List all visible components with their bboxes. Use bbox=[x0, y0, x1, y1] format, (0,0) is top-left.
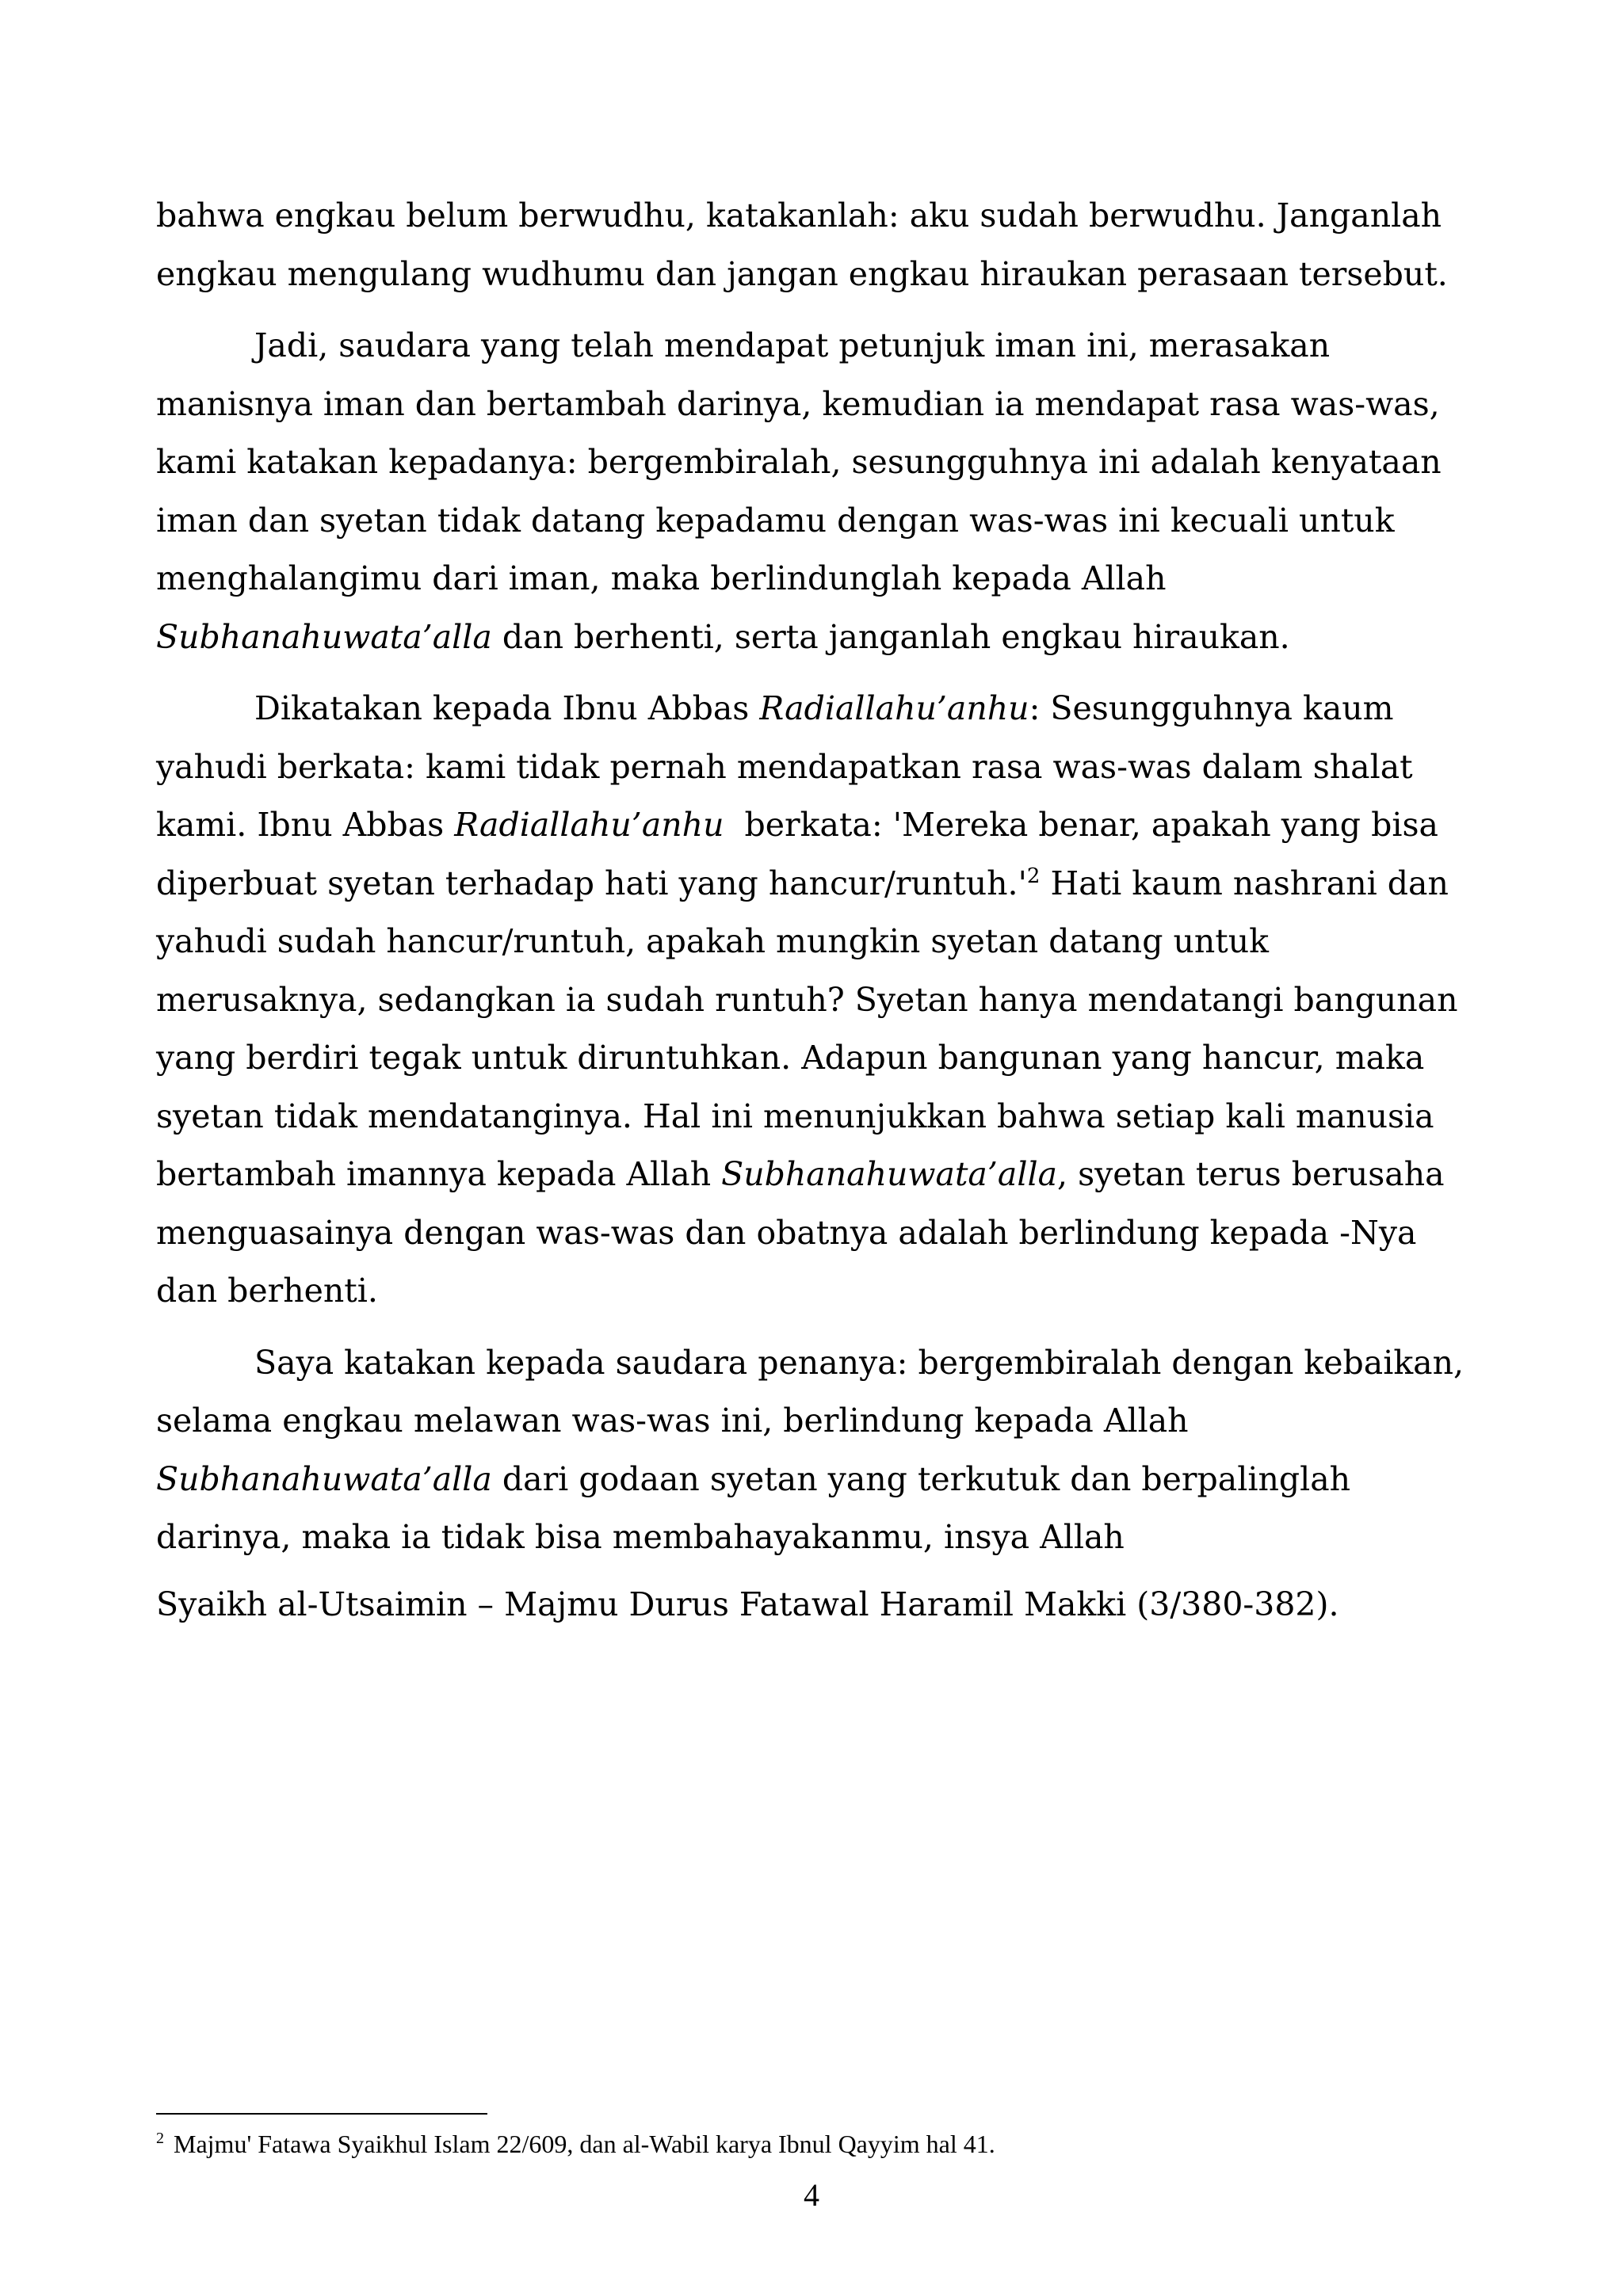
text-run: : Sesungguhnya kaum bbox=[1029, 689, 1394, 727]
text-run: Hati kaum nashrani dan bbox=[1040, 864, 1449, 902]
italic-term: Subhanahuwata’alla bbox=[156, 617, 492, 656]
footnote-mark: 2 bbox=[156, 2130, 164, 2147]
footnote-text: Majmu' Fatawa Syaikhul Islam 22/609, dan al-Wabil karya Ibnul Qayyim hal 41. bbox=[174, 2130, 995, 2158]
footnote-reference[interactable]: 2 bbox=[1026, 864, 1041, 888]
text-run: diperbuat syetan terhadap hati yang hancur/runtuh.' bbox=[156, 864, 1027, 902]
text-line: kami katakan kepadanya: bergembiralah, sesungguhnya ini adalah kenyataan bbox=[156, 443, 1442, 481]
text-line: menghalangimu dari iman, maka berlindunglah kepada Allah bbox=[156, 559, 1167, 597]
italic-term: Subhanahuwata’alla bbox=[721, 1155, 1058, 1193]
text-line: Jadi, saudara yang telah mendapat petunjuk iman ini, merasakan bbox=[254, 326, 1331, 364]
text-line: bahwa engkau belum berwudhu, katakanlah: aku sudah berwudhu. Janganlah bbox=[156, 196, 1442, 235]
text-line: darinya, maka ia tidak bisa membahayakanmu, insya Allah bbox=[156, 1518, 1125, 1556]
source-citation bbox=[156, 1576, 1472, 1634]
text-line: dan berhenti. bbox=[156, 1272, 378, 1310]
text-run: kami. Ibnu Abbas bbox=[156, 806, 455, 844]
text-run: berkata: 'Mereka benar, apakah yang bisa bbox=[724, 806, 1438, 844]
text-line: merusaknya, sedangkan ia sudah runtuh? Syetan hanya mendatangi bangunan bbox=[156, 980, 1458, 1019]
body-text bbox=[156, 187, 1472, 1634]
paragraph-4 bbox=[156, 1334, 1472, 1567]
text-line bbox=[156, 855, 1472, 913]
text-run: dan berhenti, serta janganlah engkau hiraukan. bbox=[491, 617, 1290, 656]
text-run: , syetan terus berusaha bbox=[1057, 1155, 1445, 1193]
text-line: Saya katakan kepada saudara penanya: bergembiralah dengan kebaikan, bbox=[254, 1343, 1465, 1382]
page-number: 4 bbox=[804, 2177, 819, 2213]
italic-term: Radiallahu’anhu bbox=[454, 806, 724, 844]
text-line: iman dan syetan tidak datang kepadamu dengan was-was ini kecuali untuk bbox=[156, 501, 1395, 540]
italic-term: Subhanahuwata’alla bbox=[156, 1459, 492, 1498]
text-run: bertambah imannya kepada Allah bbox=[156, 1155, 722, 1193]
text-line: yahudi berkata: kami tidak pernah mendapatkan rasa was-was dalam shalat bbox=[156, 747, 1413, 786]
text-run: Dikatakan kepada Ibnu Abbas bbox=[254, 689, 760, 727]
paragraph-3 bbox=[156, 680, 1472, 1321]
text-run: dari godaan syetan yang terkutuk dan berpalinglah bbox=[491, 1459, 1351, 1498]
text-line bbox=[156, 796, 1472, 855]
text-line: yahudi sudah hancur/runtuh, apakah mungkin syetan datang untuk bbox=[156, 922, 1270, 960]
paragraph-2 bbox=[156, 317, 1472, 666]
text-line: syetan tidak mendatanginya. Hal ini menunjukkan bahwa setiap kali manusia bbox=[156, 1097, 1434, 1135]
text-line: manisnya iman dan bertambah darinya, kemudian ia mendapat rasa was-was, bbox=[156, 384, 1440, 423]
text-line bbox=[156, 1451, 1472, 1509]
text-line: yang berdiri tegak untuk diruntuhkan. Adapun bangunan yang hancur, maka bbox=[156, 1039, 1425, 1077]
text-line: selama engkau melawan was-was ini, berlindung kepada Allah bbox=[156, 1402, 1189, 1440]
paragraph-1 bbox=[156, 187, 1472, 303]
text-line: menguasainya dengan was-was dan obatnya adalah berlindung kepada -Nya bbox=[156, 1213, 1417, 1252]
source-citation-text: Syaikh al-Utsaimin – Majmu Durus Fatawal Haramil Makki (3/380-382). bbox=[156, 1585, 1339, 1623]
footnote bbox=[156, 2128, 1472, 2160]
text-line bbox=[156, 608, 1472, 667]
text-line bbox=[156, 1146, 1472, 1204]
footnote-divider bbox=[156, 2113, 487, 2115]
text-line bbox=[156, 680, 1472, 738]
italic-term: Radiallahu’anhu bbox=[759, 689, 1029, 727]
text-line: engkau mengulang wudhumu dan jangan engkau hiraukan perasaan tersebut. bbox=[156, 254, 1448, 293]
